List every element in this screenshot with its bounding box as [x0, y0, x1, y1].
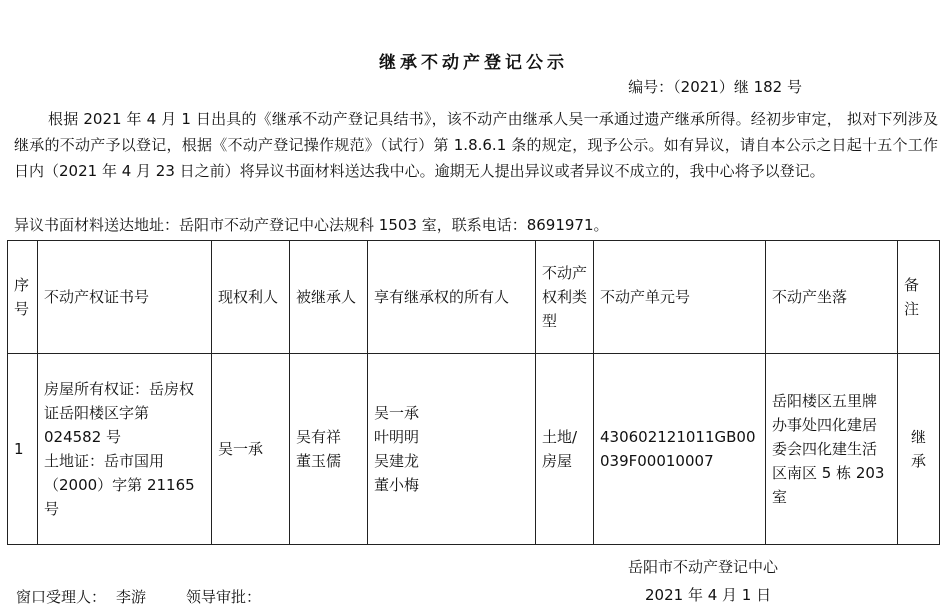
header-unit: 不动产单元号 [594, 241, 766, 354]
cell-unit: 430602121011GB00039F00010007 [594, 354, 766, 545]
cell-remark: 继承 [898, 354, 940, 545]
header-type: 不动产权利类型 [536, 241, 594, 354]
header-owner: 现权利人 [212, 241, 290, 354]
signature-line [16, 586, 271, 607]
document-title: 继承不动产登记公示 [379, 53, 568, 73]
cell-location: 岳阳楼区五里牌办事处四化建居委会四化建生活区南区 5 栋 203 室 [766, 354, 898, 545]
approval-label: 领导审批： [186, 588, 262, 606]
heir-name: 董小梅 [374, 476, 420, 494]
cell-cert [38, 354, 212, 545]
header-deceased: 被继承人 [290, 241, 368, 354]
receiver-name: 李游 [116, 588, 147, 606]
table-header-row [8, 241, 940, 354]
objection-address: 异议书面材料送达地址：岳阳市不动产登记中心法规科 1503 室，联系电话：8691971。 [14, 216, 609, 234]
header-seq: 序号 [8, 241, 38, 354]
cell-owner: 吴一承 [212, 354, 290, 545]
header-remark: 备注 [898, 241, 940, 354]
deceased-name: 吴有祥 [296, 428, 342, 446]
table-row [8, 354, 940, 545]
header-cert: 不动产权证书号 [38, 241, 212, 354]
heir-name: 吴建龙 [374, 452, 420, 470]
cell-deceased [290, 354, 368, 545]
issue-date: 2021 年 4 月 1 日 [645, 586, 772, 604]
document-number: 编号：（2021）继 182 号 [628, 78, 802, 96]
notice-paragraph: 根据 2021 年 4 月 1 日出具的《继承不动产登记具结书》，该不动产由继承人吴一承通过遗产继承所得。经初步审定， 拟对下列涉及继承的不动产予以登记，根据《不动产登记操作规范》（试行）第 1.8.6.1 条的规定，现予公示。如有异议，请自本公示之日起十五个工作日内（2021 年 4 月 23 日之前）将异议书面材料送达我中心。逾期无人提出异议或者异议不成立的，我中心将予以登记。 [14, 110, 938, 180]
cell-heirs [368, 354, 536, 545]
cell-seq: 1 [8, 354, 38, 545]
header-location: 不动产坐落 [766, 241, 898, 354]
receiver-label: 窗口受理人： [16, 588, 107, 606]
heir-name: 吴一承 [374, 404, 420, 422]
issuing-organization: 岳阳市不动产登记中心 [628, 558, 779, 576]
deceased-name: 董玉儒 [296, 452, 342, 470]
header-heirs: 享有继承权的所有人 [368, 241, 536, 354]
inheritance-table [7, 240, 940, 545]
cert-house: 房屋所有权证：岳房权证岳阳楼区字第 024582 号 [44, 380, 195, 446]
cert-land: 土地证：岳市国用（2000）字第 21165 号 [44, 452, 195, 518]
heir-name: 叶明明 [374, 428, 420, 446]
cell-type: 土地/房屋 [536, 354, 594, 545]
